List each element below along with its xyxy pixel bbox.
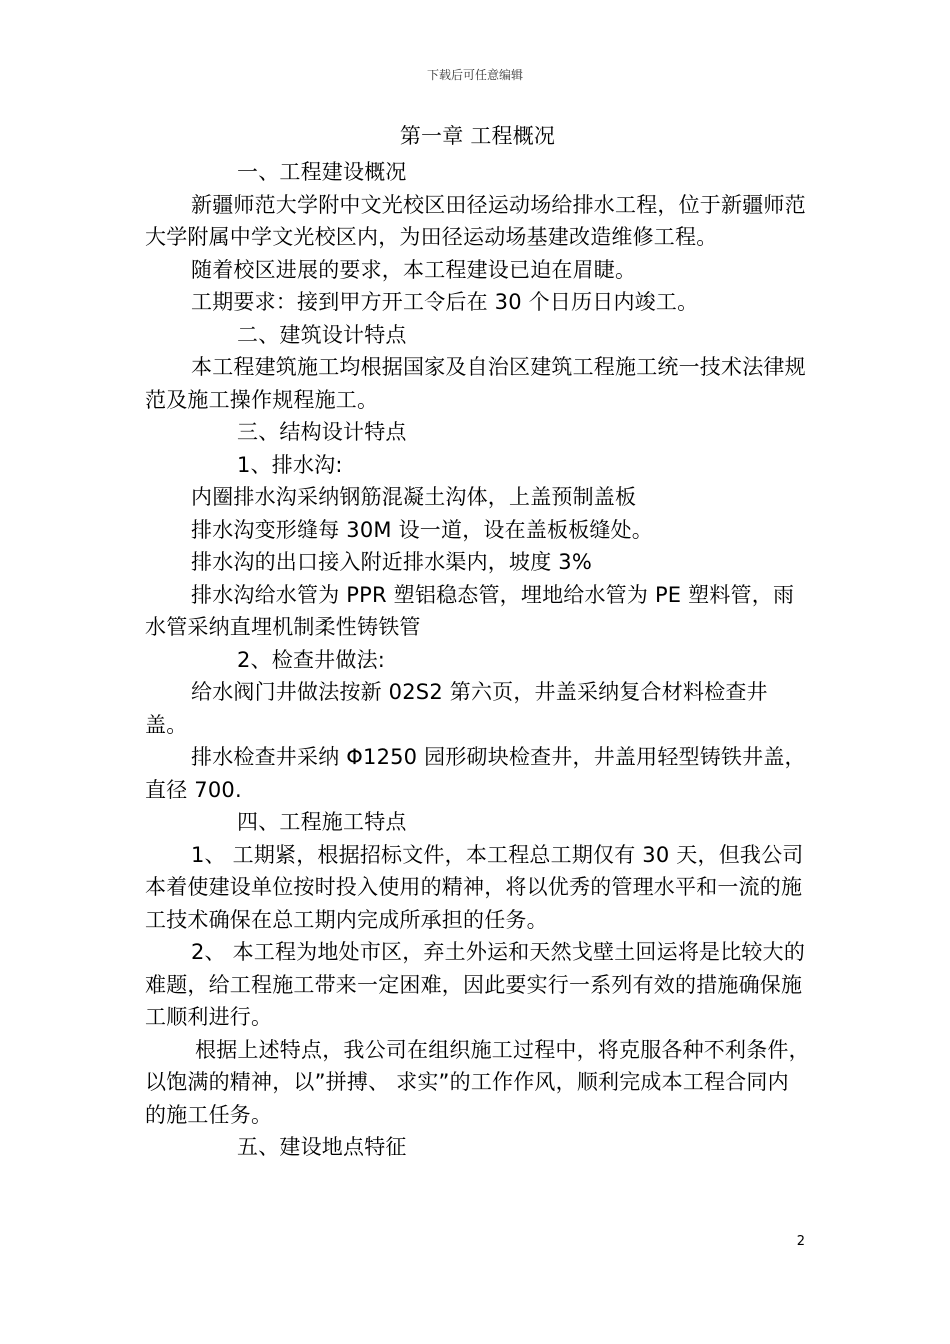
section-number: 一、 (237, 160, 280, 184)
section-number: 二、 (237, 322, 280, 347)
paragraph: 给水阀门井做法按新 02S2 第六页，井盖采纳复合材料检查井盖。 (145, 680, 768, 737)
paragraph: 排水沟给水管为 PPR 塑铝稳态管，埋地给水管为 PE 塑料管，雨水管采纳直埋机制柔性铸铁管 (145, 582, 795, 639)
section-title: 工程施工特点 (279, 810, 407, 834)
section-heading-2 (145, 319, 810, 352)
subsection-number: 2、 (237, 647, 272, 672)
subsection-title: 排水沟: (271, 452, 343, 477)
section-number: 五、 (237, 1135, 280, 1159)
page-number: 2 (796, 1234, 805, 1249)
section-title: 工程建设概况 (279, 160, 407, 184)
paragraph: 1、 工期紧，根据招标文件，本工程总工期仅有 30 天，但我公司本着使建设单位按时投入使用的精神，将以优秀的管理水平和一流的施工技术确保在总工期内完成所承担的任务。 (145, 842, 804, 932)
paragraph: 2、 本工程为地处市区，弃土外运和天然戈壁土回运将是比较大的难题，给工程施工带来一定困难，因此要实行一系列有效的措施确保施工顺利进行。 (145, 940, 806, 1029)
paragraph: 排水沟的出口接入附近排水渠内，坡度 3% (191, 550, 592, 574)
section-heading-5 (145, 1131, 810, 1164)
section-heading-1 (145, 156, 810, 189)
section-heading-4 (145, 806, 810, 839)
section-title: 建筑设计特点 (279, 322, 407, 347)
paragraph: 本工程建筑施工均根据国家及自治区建筑工程施工统一技术法律规范及施工操作规程施工。 (145, 355, 806, 412)
paragraph: 工期要求：接到甲方开工令后在 30 个日历日内竣工。 (191, 290, 699, 314)
subsection-heading-1 (145, 449, 810, 482)
subsection-title: 检查井做法: (271, 647, 386, 672)
paragraph: 排水检查井采纳 Φ1250 园形砌块检查井，井盖用轻型铸铁井盖，直径 700. (145, 745, 806, 802)
paragraph: 内圈排水沟采纳钢筋混凝土沟体，上盖预制盖板 (191, 485, 637, 509)
section-number: 三、 (237, 420, 280, 444)
section-title: 建设地点特征 (279, 1135, 407, 1159)
paragraph: 随着校区进展的要求，本工程建设已迫在眉睫。 (191, 257, 637, 282)
section-number: 四、 (237, 810, 280, 834)
document-body (145, 120, 810, 1164)
section-title: 结构设计特点 (279, 420, 407, 444)
chapter-title: 第一章 工程概况 (399, 124, 556, 148)
paragraph: 根据上述特点，我公司在组织施工过程中，将克服各种不利条件，以饱满的精神，以”拼搏、 求实”的工作作风，顺利完成本工程合同内的施工任务。 (145, 1037, 810, 1127)
subsection-number: 1、 (237, 452, 272, 477)
subsection-heading-2 (145, 644, 810, 677)
section-heading-3 (145, 416, 810, 449)
paragraph: 排水沟变形缝每 30M 设一道，设在盖板板缝处。 (191, 517, 653, 542)
paragraph: 新疆师范大学附中文光校区田径运动场给排水工程，位于新疆师范大学附属中学文光校区内，为田径运动场基建改造维修工程。 (145, 192, 806, 249)
header-watermark: 下载后可任意编辑 (426, 68, 523, 82)
